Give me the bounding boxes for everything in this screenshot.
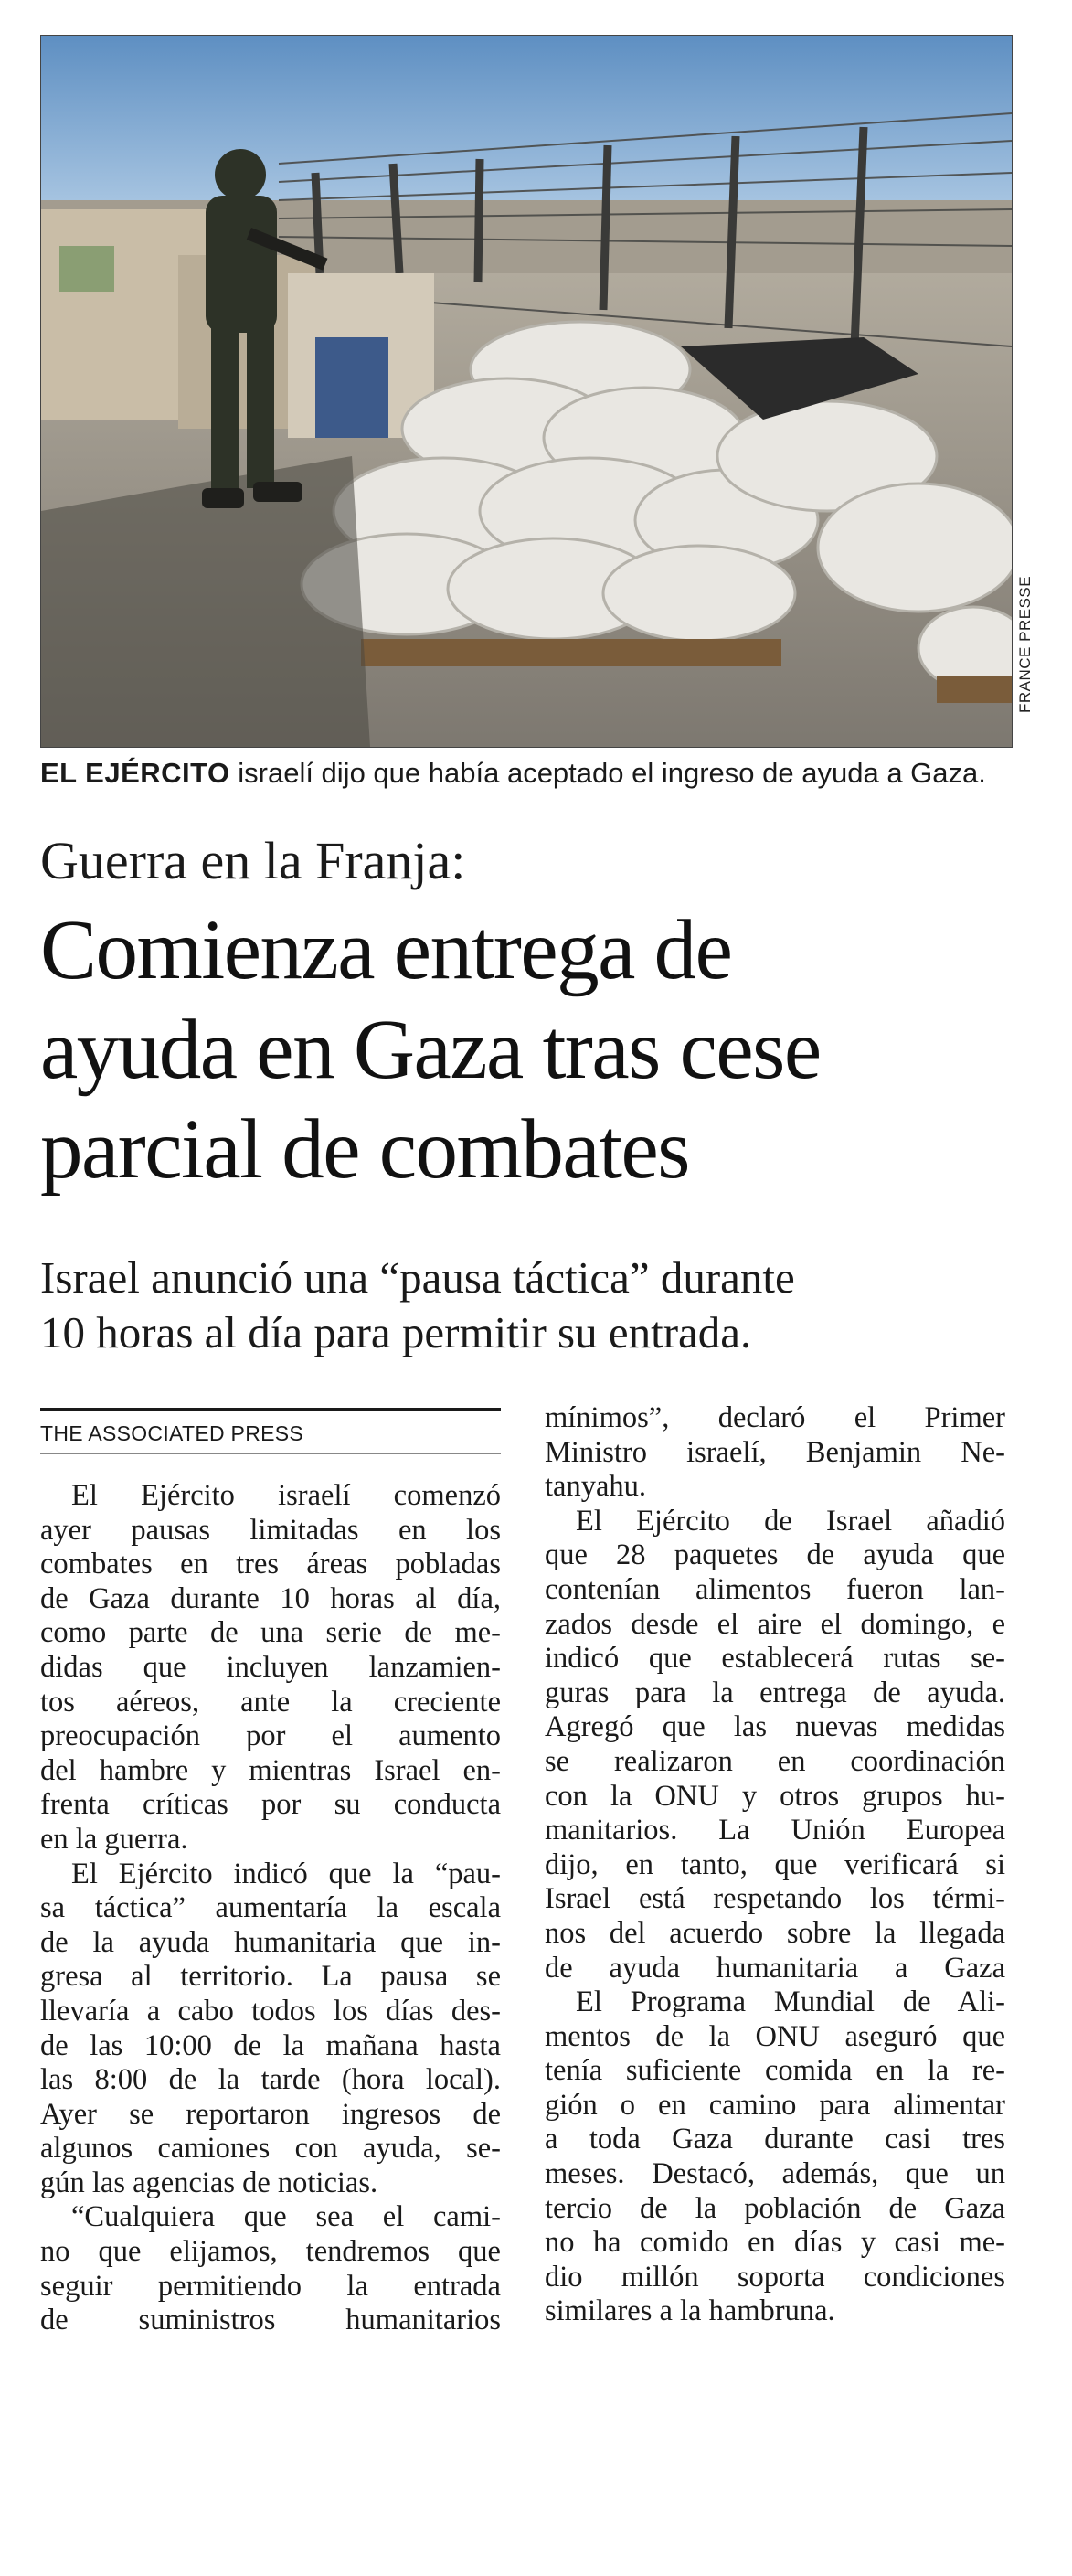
body-line: El Ejército indicó que la “pau- <box>71 1857 501 1890</box>
body-line: de Gaza durante 10 horas al día, <box>40 1581 501 1615</box>
headline <box>40 900 1027 1199</box>
body-line: El Ejército israelí comenzó <box>71 1479 501 1512</box>
body-line: a toda Gaza durante casi tres <box>545 2123 1005 2156</box>
body-line: no que elijamos, tendremos que <box>40 2235 501 2269</box>
headline-line: ayuda en Gaza tras cese <box>40 1003 821 1097</box>
body-line: El Ejército de Israel añadió <box>576 1504 1005 1538</box>
body-line: algunos camiones con ayuda, se- <box>40 2132 501 2166</box>
body-line: se realizaron en coordinación <box>545 1744 1005 1778</box>
body-line: las 8:00 de la tarde (hora local). <box>40 2063 501 2097</box>
body-line: similares a la hambruna. <box>545 2294 835 2328</box>
body-line: gión o en camino para alimentar <box>545 2088 1005 2122</box>
body-line: seguir permitiendo la entrada <box>40 2269 501 2303</box>
byline-divider <box>40 1453 501 1454</box>
body-line: llevaría a cabo todos los días des- <box>40 1994 501 2028</box>
body-line: de la ayuda humanitaria que in- <box>40 1925 501 1959</box>
body-line: indicó que establecerá rutas se- <box>545 1642 1005 1676</box>
body-line: dio millón soporta condiciones <box>545 2260 1005 2294</box>
photo-illustration <box>41 36 1012 747</box>
kicker: Guerra en la Franja: <box>40 831 466 890</box>
body-line: como parte de una serie de me- <box>40 1616 501 1650</box>
body-line: gún las agencias de noticias. <box>40 2166 378 2199</box>
headline-line: parcial de combates <box>40 1102 689 1197</box>
body-line: zados desde el aire el domingo, e <box>545 1607 1005 1641</box>
news-photo <box>40 35 1013 748</box>
byline: THE ASSOCIATED PRESS <box>40 1421 304 1445</box>
body-line: guras para la entrega de ayuda. <box>545 1676 1005 1709</box>
body-line: tanyahu. <box>545 1470 647 1504</box>
photo-caption <box>40 755 1018 792</box>
body-line: sa táctica” aumentaría la escala <box>40 1891 501 1925</box>
body-line: gresa al territorio. La pausa se <box>40 1960 501 1994</box>
deck-line: 10 horas al día para permitir su entrada. <box>40 1307 752 1357</box>
body-line: tenía suficiente comida en la re- <box>545 2054 1005 2088</box>
body-line: combates en tres áreas pobladas <box>40 1548 501 1581</box>
article-column-2 <box>545 1401 1005 2329</box>
headline-line: Comienza entrega de <box>40 903 732 997</box>
body-line: tos aéreos, ante la creciente <box>40 1685 501 1719</box>
body-line: “Cualquiera que sea el cami- <box>71 2200 501 2234</box>
body-line: Ayer se reportaron ingresos de <box>40 2097 501 2131</box>
photo-credit: FRANCE PRESSE <box>1016 575 1034 713</box>
body-line: El Programa Mundial de Ali- <box>576 1985 1005 2019</box>
body-line: de ayuda humanitaria a Gaza <box>545 1951 1005 1985</box>
body-line: ayer pausas limitadas en los <box>40 1513 501 1547</box>
body-line: del hambre y mientras Israel en- <box>40 1753 501 1787</box>
body-line: contenían alimentos fueron lan- <box>545 1572 1005 1606</box>
body-line: mentos de la ONU aseguró que <box>545 2019 1005 2053</box>
body-line: de suministros humanitarios <box>40 2304 501 2337</box>
body-line: tercio de la población de Gaza <box>545 2191 1005 2225</box>
body-line: en la guerra. <box>40 1822 188 1856</box>
body-line: preocupación por el aumento <box>40 1719 501 1753</box>
byline-rule <box>40 1408 501 1411</box>
caption-text: israelí dijo que había aceptado el ingreso de ayuda a Gaza. <box>229 757 986 789</box>
body-line: dijo, en tanto, que verificará si <box>545 1847 1005 1881</box>
deck <box>40 1251 1027 1360</box>
body-line: mínimos”, declaró el Primer <box>545 1401 1005 1434</box>
body-line: de las 10:00 de la mañana hasta <box>40 2028 501 2062</box>
body-line: frenta críticas por su conducta <box>40 1788 501 1822</box>
body-line: didas que incluyen lanzamien- <box>40 1650 501 1684</box>
body-line: Agregó que las nuevas medidas <box>545 1710 1005 1744</box>
caption-lead: EL EJÉRCITO <box>40 757 230 789</box>
body-line: manitarios. La Unión Europea <box>545 1814 1005 1847</box>
body-line: con la ONU y otros grupos hu- <box>545 1779 1005 1813</box>
body-line: que 28 paquetes de ayuda que <box>545 1538 1005 1572</box>
body-line: nos del acuerdo sobre la llegada <box>545 1916 1005 1950</box>
body-line: no ha comido en días y casi me- <box>545 2226 1005 2260</box>
body-line: Ministro israelí, Benjamin Ne- <box>545 1435 1005 1469</box>
deck-line: Israel anunció una “pausa táctica” durante <box>40 1252 795 1303</box>
article-column-1 <box>40 1479 501 2338</box>
body-line: meses. Destacó, además, que un <box>545 2157 1005 2191</box>
body-line: Israel está respetando los térmi- <box>545 1882 1005 1916</box>
